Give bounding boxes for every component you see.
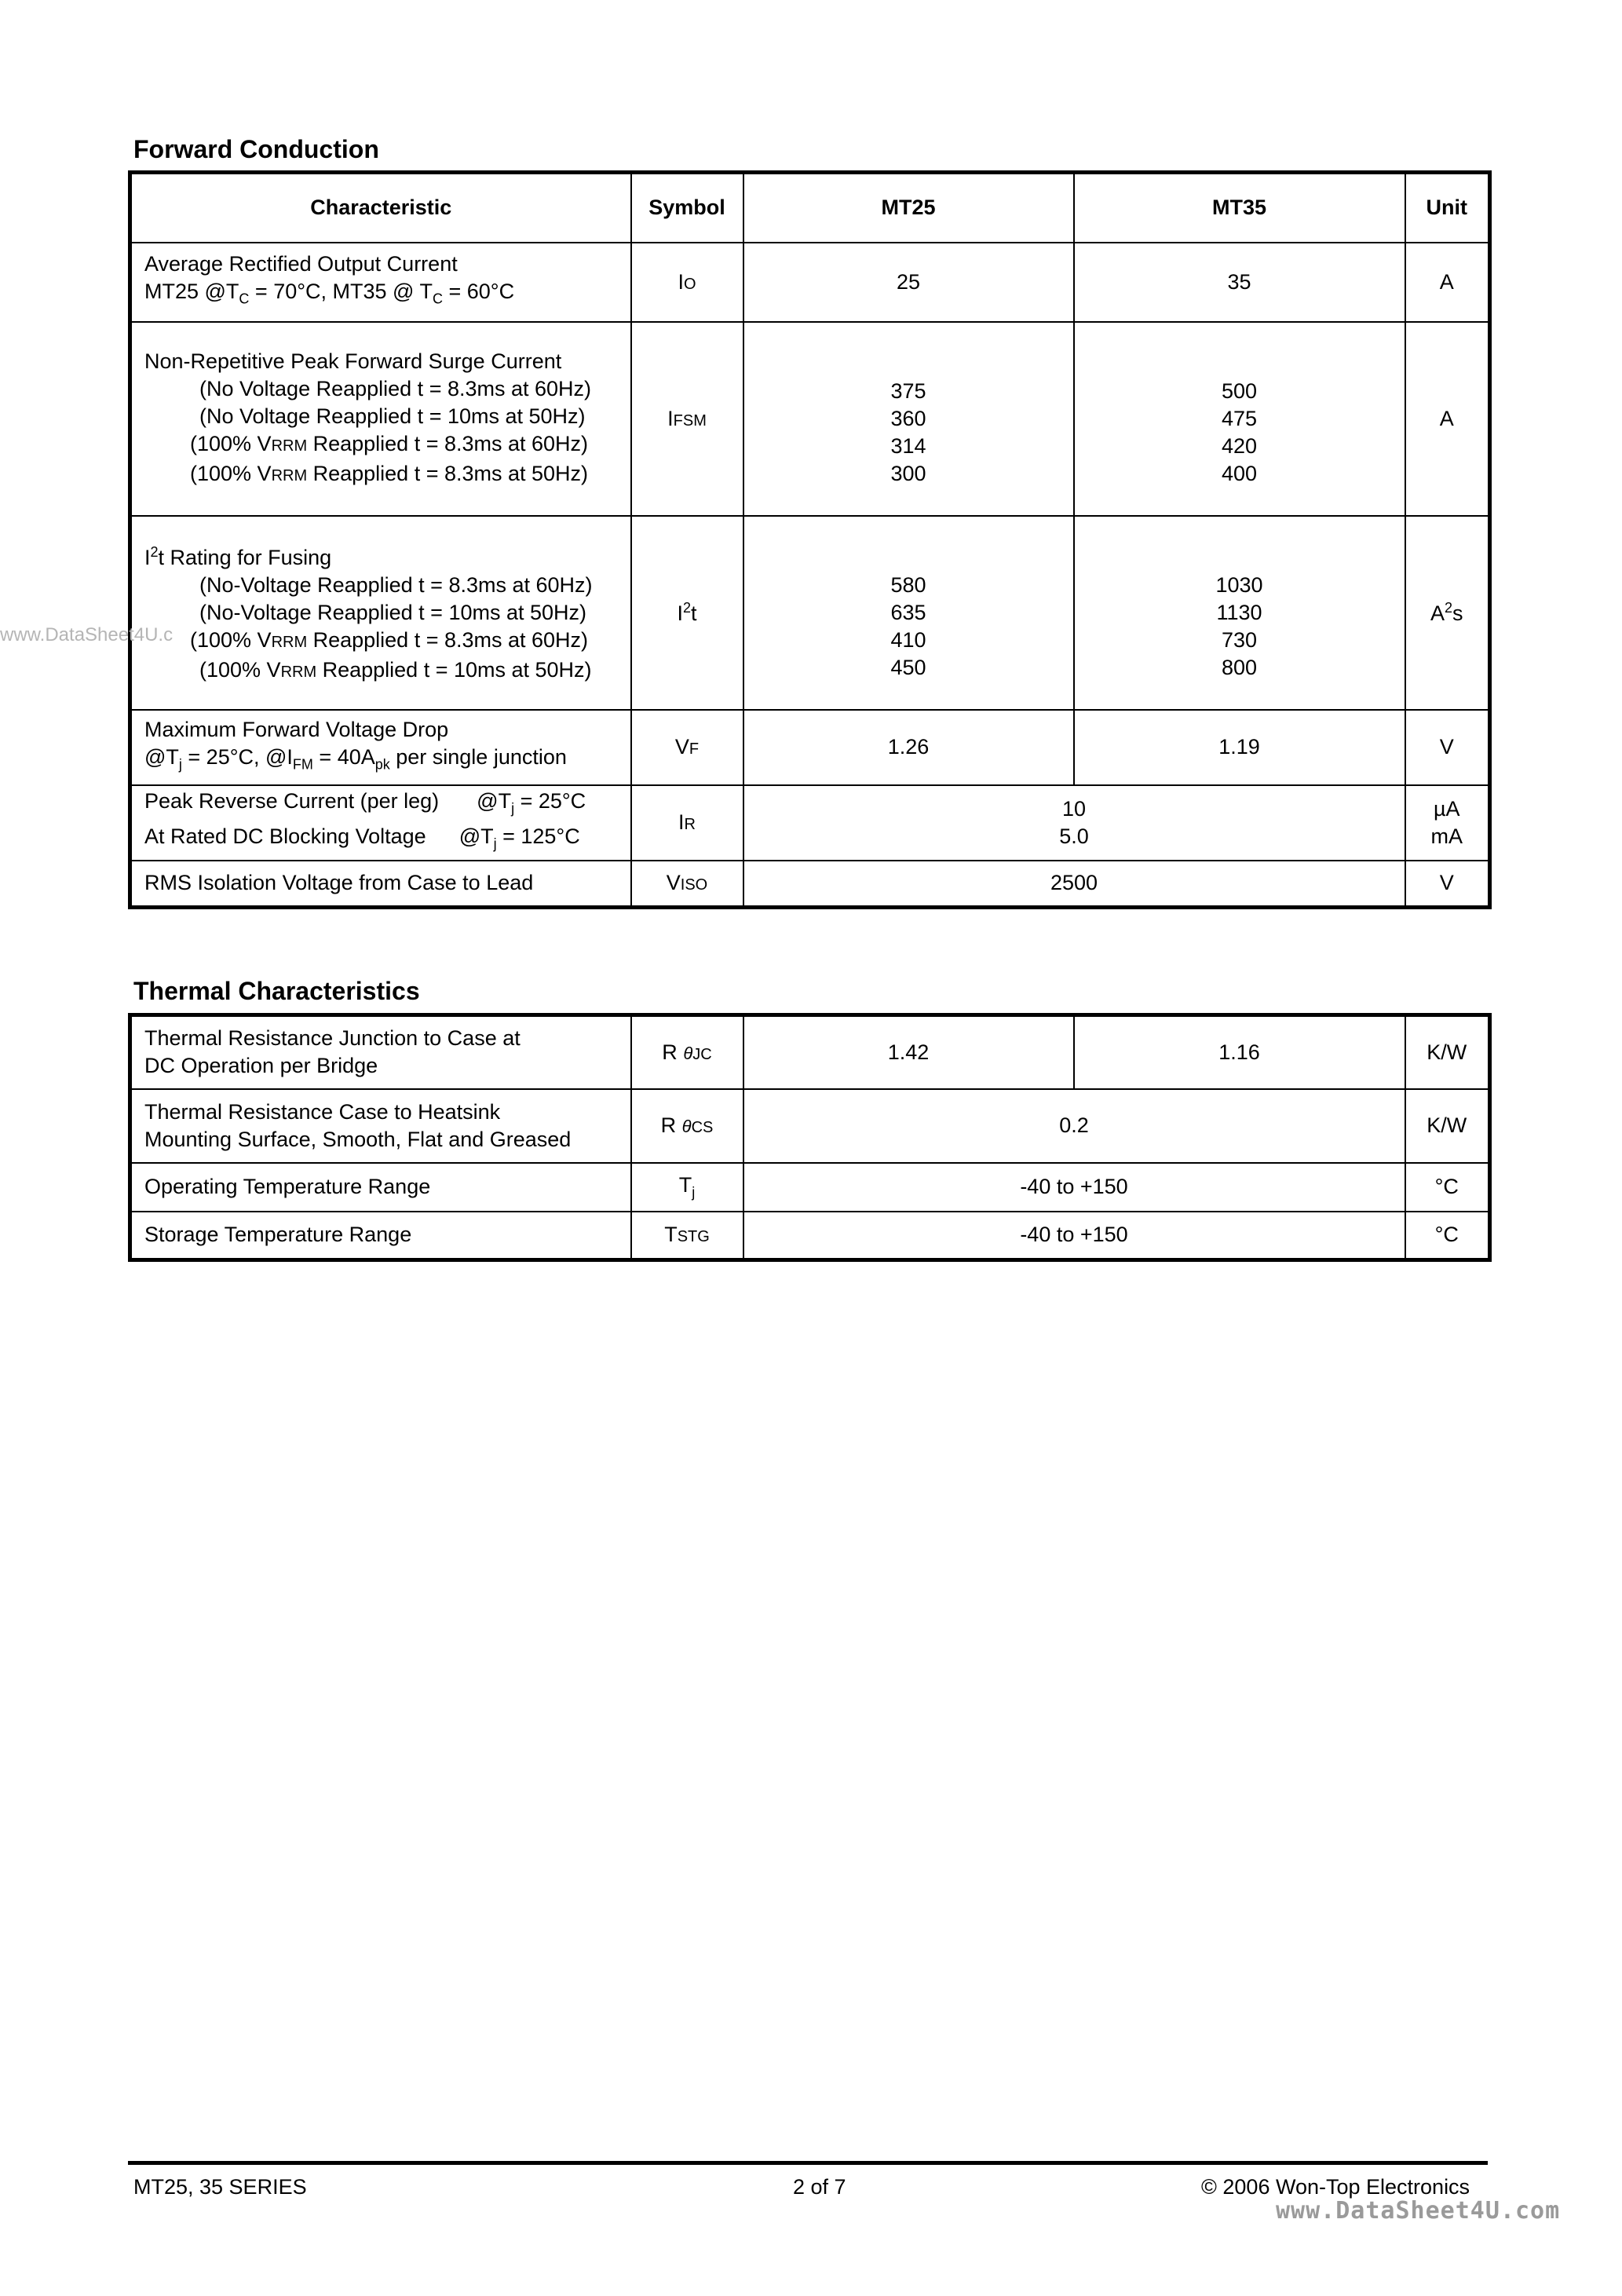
thermal-characteristics-title: Thermal Characteristics [133, 977, 420, 1005]
header-characteristic: Characteristic [130, 173, 631, 243]
unit-cell: °C [1405, 1212, 1490, 1260]
symbol-cell: $T_j$ [631, 1163, 743, 1212]
characteristic-text: $I^2t$ Rating for Fusing [144, 544, 332, 569]
mt35-value: 500 475 420 400 [1074, 322, 1405, 516]
unit-cell: K/W [1405, 1089, 1490, 1163]
characteristic-text: $@T_j = 25^\circ C$, $@I_{FM} = 40A_{pk}$ per single junction [144, 744, 567, 773]
mt25-value: 1.42 [743, 1015, 1074, 1089]
combined-value: 2500 [743, 861, 1405, 908]
forward-conduction-table [128, 170, 1492, 909]
condition-text: (No-Voltage Reapplied t = 10ms at 50Hz) [199, 601, 587, 624]
characteristic-text: Maximum Forward Voltage Drop [144, 717, 449, 741]
symbol-cell: R θCS [631, 1089, 743, 1163]
footer-copyright: © 2006 Won-Top Electronics [1201, 2175, 1470, 2199]
mt25-value: 1.26 [743, 710, 1074, 785]
mt35-value: 35 [1074, 243, 1405, 322]
characteristic-text: MT25 $@T_C = 70^\circ C$, MT35 @ $T_C = 60^\circ C$ [144, 280, 515, 307]
mt35-value: 1.19 [1074, 710, 1405, 785]
characteristic-text: At Rated DC Blocking Voltage $@T_j = 125^\circ C$ [144, 824, 580, 851]
condition-text: (No Voltage Reapplied t = 10ms at 50Hz) [199, 404, 586, 428]
symbol-cell: $I^2t$ [631, 516, 743, 710]
condition-text: (No Voltage Reapplied t = 8.3ms at 60Hz) [199, 376, 592, 400]
condition-text: (100% VRRM Reapplied t = 8.3ms at 50Hz) [190, 461, 589, 485]
condition-text: (100% VRRM Reapplied t = 8.3ms at 60Hz) [190, 628, 589, 652]
combined-value: -40 to +150 [743, 1163, 1405, 1212]
condition-text: (100% VRRM Reapplied t = 10ms at 50Hz) [199, 658, 592, 682]
unit-cell: $A^2s$ [1405, 516, 1490, 710]
characteristic-cell [130, 322, 631, 516]
header-mt35: MT35 [1074, 173, 1405, 243]
unit-cell: K/W [1405, 1015, 1490, 1089]
condition-text: (No-Voltage Reapplied t = 8.3ms at 60Hz) [199, 573, 593, 597]
header-unit: Unit [1405, 173, 1490, 243]
characteristic-cell: RMS Isolation Voltage from Case to Lead [130, 861, 631, 908]
characteristic-text: Non-Repetitive Peak Forward Surge Current [144, 349, 562, 373]
table-row [130, 1015, 1490, 1089]
unit-cell: µA mA [1405, 785, 1490, 861]
mt35-value: 1.16 [1074, 1015, 1405, 1089]
footer-divider [128, 2161, 1488, 2165]
mt25-value: 375 360 314 300 [743, 322, 1074, 516]
characteristic-cell [130, 516, 631, 710]
table-row [130, 1163, 1490, 1212]
combined-value: 0.2 [743, 1089, 1405, 1163]
unit-cell: °C [1405, 1163, 1490, 1212]
table-header-row [130, 173, 1490, 243]
symbol-cell: R θJC [631, 1015, 743, 1089]
symbol-cell: IO [631, 243, 743, 322]
watermark-text: www.DataSheet4U.c [0, 624, 174, 645]
characteristic-text: Peak Reverse Current (per leg) $@T_j = 25^\circ C$ [144, 789, 586, 817]
mt25-value: 580 635 410 450 [743, 516, 1074, 710]
symbol-cell: IFSM [631, 322, 743, 516]
unit-cell: A [1405, 243, 1490, 322]
characteristic-cell: Thermal Resistance Junction to Case at DC Operation per Bridge [130, 1015, 631, 1089]
table-row [130, 785, 1490, 861]
footer-page-number: 2 of 7 [793, 2175, 846, 2199]
footer-series: MT25, 35 SERIES [133, 2175, 307, 2199]
characteristic-cell [130, 243, 631, 322]
table-row [130, 861, 1490, 908]
thermal-characteristics-table [128, 1013, 1492, 1262]
unit-cell: V [1405, 861, 1490, 908]
table-row [130, 322, 1490, 516]
forward-conduction-title: Forward Conduction [133, 135, 379, 163]
table-row [130, 710, 1490, 785]
characteristic-cell: Storage Temperature Range [130, 1212, 631, 1260]
characteristic-cell: Thermal Resistance Case to Heatsink Mounting Surface, Smooth, Flat and Greased [130, 1089, 631, 1163]
table-row [130, 516, 1490, 710]
characteristic-cell: Operating Temperature Range [130, 1163, 631, 1212]
table-row [130, 243, 1490, 322]
characteristic-cell [130, 710, 631, 785]
footer-watermark[interactable]: www.DataSheet4U.com [1276, 2197, 1561, 2225]
characteristic-cell [130, 785, 631, 861]
symbol-cell: VISO [631, 861, 743, 908]
table-row [130, 1212, 1490, 1260]
unit-cell: A [1405, 322, 1490, 516]
symbol-cell: VF [631, 710, 743, 785]
header-mt25: MT25 [743, 173, 1074, 243]
mt25-value: 25 [743, 243, 1074, 322]
unit-cell: V [1405, 710, 1490, 785]
symbol-cell: IR [631, 785, 743, 861]
table-row [130, 1089, 1490, 1163]
combined-value: 10 5.0 [743, 785, 1405, 861]
characteristic-text: Average Rectified Output Current [144, 252, 458, 276]
condition-text: (100% VRRM Reapplied t = 8.3ms at 60Hz) [190, 431, 589, 455]
header-symbol: Symbol [631, 173, 743, 243]
mt35-value: 1030 1130 730 800 [1074, 516, 1405, 710]
combined-value: -40 to +150 [743, 1212, 1405, 1260]
symbol-cell: TSTG [631, 1212, 743, 1260]
